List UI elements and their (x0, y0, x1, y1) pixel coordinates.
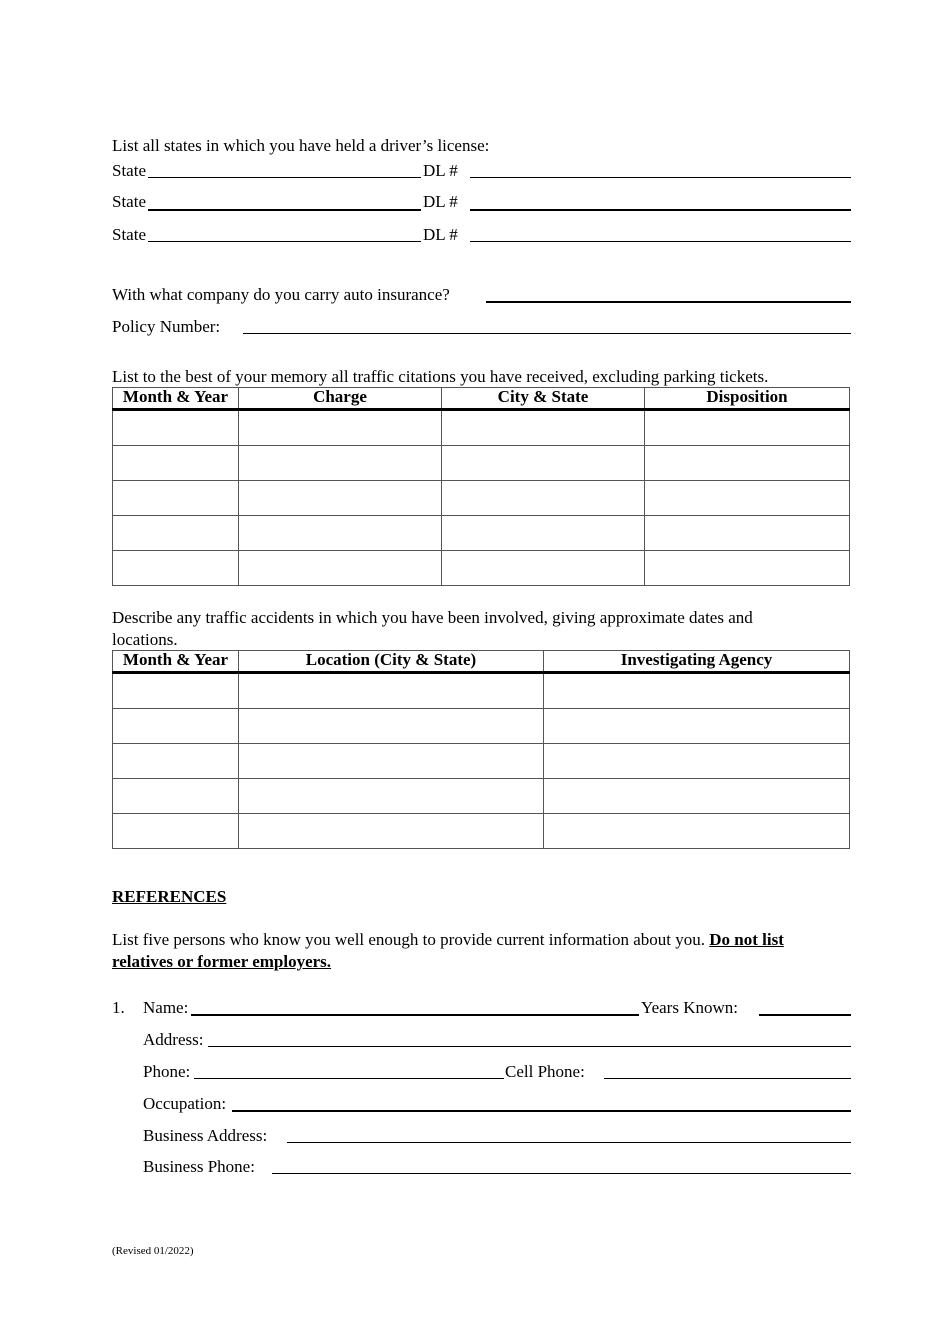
references-intro-bold-2: relatives or former employers. (112, 952, 332, 971)
name-label: Name: (143, 998, 189, 1017)
policy-number-label: Policy Number: (112, 317, 221, 336)
table-cell[interactable] (113, 814, 239, 849)
table-row (113, 551, 850, 586)
references-intro (112, 931, 784, 948)
accidents-header-agency: Investigating Agency (544, 651, 850, 673)
table-row (113, 814, 850, 849)
table-cell[interactable] (645, 481, 850, 516)
table-cell[interactable] (645, 446, 850, 481)
dl-label: DL # (423, 225, 458, 244)
table-cell[interactable] (442, 446, 645, 481)
citations-intro: List to the best of your memory all traffic citations you have received, excluding parking tickets. (112, 367, 769, 386)
state-label: State (112, 225, 146, 244)
table-cell[interactable] (645, 551, 850, 586)
business-address-field[interactable] (287, 1142, 851, 1143)
table-cell[interactable] (113, 551, 239, 586)
table-cell[interactable] (113, 516, 239, 551)
occupation-label: Occupation: (143, 1094, 227, 1113)
table-row (113, 516, 850, 551)
table-cell[interactable] (544, 709, 850, 744)
dl-label: DL # (423, 192, 458, 211)
business-phone-field[interactable] (272, 1173, 851, 1174)
accidents-intro-line2: locations. (112, 630, 178, 649)
references-intro-text: List five persons who know you well enough to provide current information about you. (112, 930, 705, 949)
table-cell[interactable] (113, 744, 239, 779)
table-row (113, 779, 850, 814)
dl-field-1[interactable] (470, 177, 851, 178)
address-label: Address: (143, 1030, 204, 1049)
dl-label: DL # (423, 161, 458, 180)
cell-phone-label: Cell Phone: (505, 1062, 585, 1081)
table-cell[interactable] (544, 814, 850, 849)
business-phone-label: Business Phone: (143, 1157, 255, 1176)
table-cell[interactable] (113, 673, 239, 709)
table-cell[interactable] (544, 673, 850, 709)
business-address-label: Business Address: (143, 1126, 268, 1145)
insurance-company-field[interactable] (486, 301, 851, 303)
table-cell[interactable] (113, 779, 239, 814)
years-known-field[interactable] (759, 1014, 851, 1016)
table-row (113, 410, 850, 446)
citations-table (112, 387, 850, 586)
accidents-table (112, 650, 850, 849)
table-row (113, 744, 850, 779)
address-field[interactable] (208, 1046, 851, 1047)
table-cell[interactable] (239, 673, 544, 709)
table-cell[interactable] (239, 516, 442, 551)
table-row (113, 481, 850, 516)
table-cell[interactable] (442, 551, 645, 586)
table-cell[interactable] (645, 410, 850, 446)
table-row (113, 673, 850, 709)
citations-header-charge: Charge (239, 388, 442, 410)
accidents-header-location: Location (City & State) (239, 651, 544, 673)
references-heading: REFERENCES (112, 887, 227, 906)
state-field-2[interactable] (148, 209, 421, 211)
table-cell[interactable] (113, 481, 239, 516)
table-cell[interactable] (239, 410, 442, 446)
table-row (113, 446, 850, 481)
table-cell[interactable] (442, 410, 645, 446)
cell-phone-field[interactable] (604, 1078, 851, 1079)
table-cell[interactable] (239, 779, 544, 814)
citations-header-city: City & State (442, 388, 645, 410)
table-cell[interactable] (544, 744, 850, 779)
references-intro-bold-1: Do not list (709, 930, 784, 949)
name-field[interactable] (191, 1014, 639, 1016)
table-row (113, 709, 850, 744)
dl-field-2[interactable] (470, 209, 851, 211)
dl-field-3[interactable] (470, 241, 851, 242)
reference-number: 1. (112, 998, 125, 1017)
insurance-company-label: With what company do you carry auto insurance? (112, 285, 450, 304)
citations-header-disposition: Disposition (645, 388, 850, 410)
phone-field[interactable] (194, 1078, 504, 1079)
state-label: State (112, 192, 146, 211)
phone-label: Phone: (143, 1062, 191, 1081)
table-cell[interactable] (239, 814, 544, 849)
table-cell[interactable] (544, 779, 850, 814)
table-cell[interactable] (239, 446, 442, 481)
table-cell[interactable] (239, 551, 442, 586)
revised-note: (Revised 01/2022) (112, 1245, 194, 1257)
license-intro: List all states in which you have held a driver’s license: (112, 136, 490, 155)
table-cell[interactable] (442, 481, 645, 516)
table-cell[interactable] (239, 744, 544, 779)
accidents-header-month: Month & Year (113, 651, 239, 673)
state-field-3[interactable] (148, 241, 421, 242)
table-cell[interactable] (442, 516, 645, 551)
accidents-intro-line1: Describe any traffic accidents in which you have been involved, giving approximate dates and (112, 608, 753, 627)
table-cell[interactable] (113, 709, 239, 744)
years-known-label: Years Known: (641, 998, 738, 1017)
table-cell[interactable] (239, 481, 442, 516)
table-cell[interactable] (239, 709, 544, 744)
policy-number-field[interactable] (243, 333, 851, 334)
table-cell[interactable] (645, 516, 850, 551)
table-cell[interactable] (113, 410, 239, 446)
state-field-1[interactable] (148, 177, 421, 178)
table-cell[interactable] (113, 446, 239, 481)
occupation-field[interactable] (232, 1110, 851, 1112)
citations-header-month: Month & Year (113, 388, 239, 410)
state-label: State (112, 161, 146, 180)
